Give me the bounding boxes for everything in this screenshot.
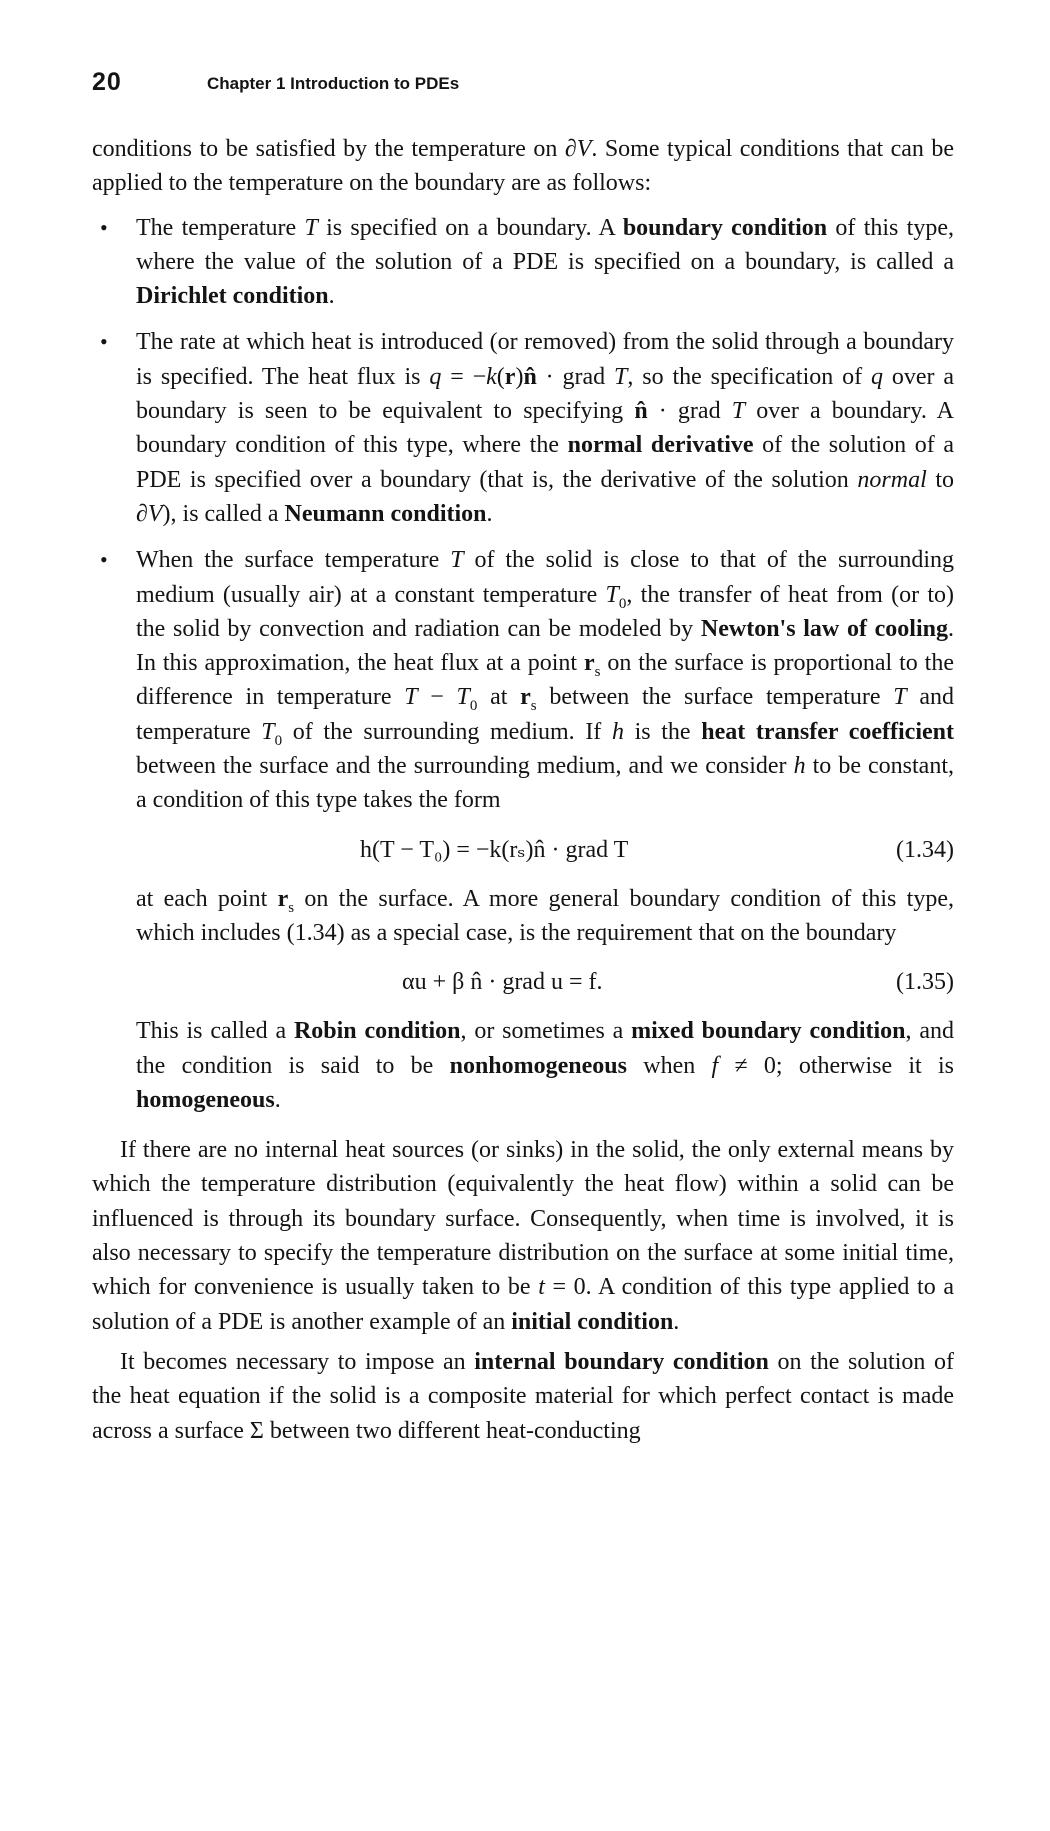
initial-condition-paragraph: If there are no internal heat sources (or sinks) in the solid, the only external means by which the temperature distribution (equivalently the heat flow) within a solid can be influenced is through its boundary surface. Consequently, when time is involved, it is also necessary to specify the temperature distribution on the surface at some initial time, which for convenience is usually taken to be t = 0. A condition of this type applied to a solution of a PDE is another example of an initial condition. xyxy=(92,1137,954,1335)
equation-1-35 xyxy=(136,965,954,999)
bullet-icon: • xyxy=(100,329,108,355)
term-boundary-condition: boundary condition xyxy=(622,214,828,241)
robin-condition-text: This is called a Robin condition, or sometimes a mixed boundary condition, and the condition is said to be nonhomogeneous when f ≠ 0; otherwise it is homogeneous. xyxy=(136,1018,955,1113)
equation-number: (1.34) xyxy=(896,836,954,863)
general-condition-text: at each point $r_s$ on the surface. A more general boundary condition of this type, which includes (1.34) as a special case, is the requirement that on the boundary xyxy=(136,885,954,946)
page-header xyxy=(92,68,460,97)
term-mixed-boundary-condition: mixed boundary condition xyxy=(631,1018,906,1045)
term-neumann-condition: Neumann condition xyxy=(284,500,487,527)
page-body xyxy=(92,132,954,1448)
newton-cooling-text: When the surface temperature T of the solid is close to that of the surrounding medium (usually air) at a constant temperature $T_0$, the transfer of heat from (or to) the solid by convection and radiation can be modeled by Newton's law of cooling. In this approximation, the heat flux at a point $r_s$ on the surface is proportional to the difference in temperature $T - T_0$ at $r_s$ between the surface temperature T and temperature $T_0$ of the surrounding medium. If h is the heat transfer coefficient between the surface and the surrounding medium, and we consider h to be constant, a condition of this type takes the form xyxy=(136,547,954,814)
equation-expression: h(T − T₀) = −k(rₛ)n̂ · grad T xyxy=(360,836,629,863)
equation-expression: αu + β n̂ · grad u = f. xyxy=(402,969,603,996)
bullet-icon: • xyxy=(100,547,108,573)
running-head-chapter: Chapter 1 Introduction to PDEs xyxy=(207,74,460,93)
term-initial-condition: initial condition xyxy=(511,1308,674,1335)
boundary-conditions-list xyxy=(92,211,954,1118)
list-item-robin xyxy=(92,543,954,1117)
intro-paragraph: conditions to be satisfied by the temperature on ∂V. Some typical conditions that can be applied to the temperature on the boundary are as follows: xyxy=(92,136,955,197)
list-item-dirichlet: • The temperature T is specified on a boundary. A boundary condition of this type, where the value of the solution of a PDE is specified on a boundary, is called a Dirichlet condition. xyxy=(92,211,954,314)
page-number: 20 xyxy=(92,68,122,96)
term-nonhomogeneous: nonhomogeneous xyxy=(449,1052,627,1079)
term-normal-derivative: normal derivative xyxy=(567,432,754,459)
equation-number: (1.35) xyxy=(896,969,954,996)
term-dirichlet-condition: Dirichlet condition xyxy=(136,283,329,310)
term-internal-boundary-condition: internal boundary condition xyxy=(474,1348,769,1375)
term-robin-condition: Robin condition xyxy=(293,1018,461,1045)
term-homogeneous: homogeneous xyxy=(136,1086,275,1113)
term-heat-transfer-coefficient: heat transfer coefficient xyxy=(701,718,954,745)
internal-boundary-paragraph: It becomes necessary to impose an internal boundary condition on the solution of the heat equation if the solid is a composite material for which perfect contact is made across a surface Σ between two different heat-conducting xyxy=(92,1348,954,1444)
equation-1-34 xyxy=(136,833,954,867)
term-newtons-law: Newton's law of cooling xyxy=(700,615,948,642)
list-item-neumann: • The rate at which heat is introduced (or removed) from the solid through a boundary is specified. The heat flux is q = −k(r)n̂ · grad T, so the specification of q over a boundary is seen to be equivalent to specifying n̂ · grad T over a boundary. A boundary condition of this type, where the normal derivative of the solution of a PDE is specified over a boundary (that is, the derivative of the solution normal to ∂V), is called a Neumann condition. xyxy=(92,325,954,531)
bullet-icon: • xyxy=(100,214,108,240)
